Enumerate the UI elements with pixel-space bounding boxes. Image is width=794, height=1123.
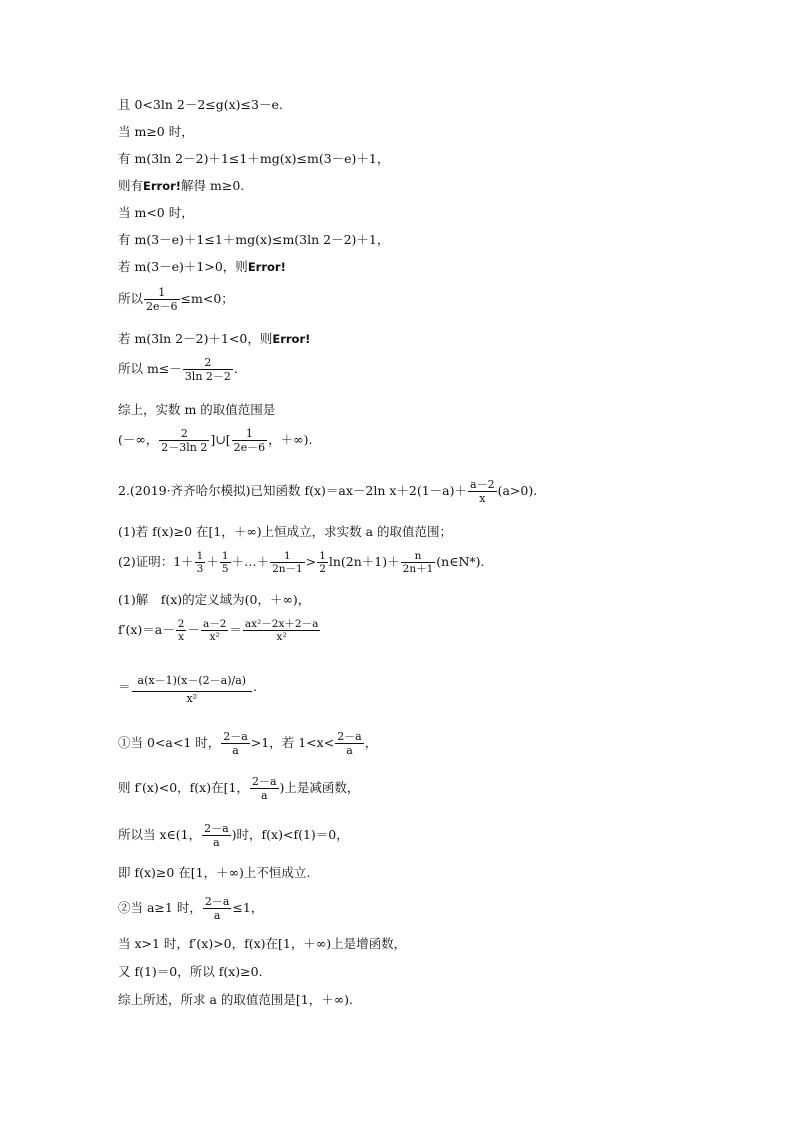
line-text: 有 m(3－e)＋1≤1＋mg(x)≤m(3ln 2－2)＋1，	[118, 232, 390, 247]
line-text: f′(x)＝a－	[118, 622, 175, 637]
line-text: －	[187, 622, 200, 637]
line-text: ②当 a≥1 时，	[118, 900, 202, 915]
text-line	[118, 427, 312, 454]
numerator: 2－a	[204, 895, 230, 908]
denominator: 3	[196, 563, 204, 575]
denominator: a	[346, 744, 353, 757]
line-text: 即 f(x)≥0 在[1，＋∞)上不恒成立.	[118, 865, 311, 880]
numerator: 1	[319, 550, 326, 562]
numerator: a－2	[202, 618, 227, 630]
line-text: 所以	[118, 291, 144, 306]
fraction	[317, 550, 328, 575]
denominator: 3ln 2－2	[184, 370, 231, 383]
numerator: ax²－2x＋2－a	[244, 618, 319, 630]
line-text: [1，	[223, 780, 249, 795]
fraction	[132, 670, 253, 705]
solution-line: (1)解 f(x)的定义域为(0，＋∞)，	[118, 592, 311, 607]
text-line	[118, 936, 406, 952]
denominator: 2e－6	[146, 300, 178, 313]
text-line	[118, 865, 310, 881]
text-line	[118, 775, 359, 802]
line-text: ＝	[118, 679, 131, 694]
fraction	[232, 427, 268, 454]
denominator: a	[213, 836, 220, 849]
line-text: )时，f(x)<f(1)＝0，	[231, 827, 349, 842]
line-text: 有 m(3ln 2－2)＋1≤1＋mg(x)≤m(3－e)＋1，	[118, 151, 390, 166]
text-line	[118, 730, 377, 757]
line-text: (n∈N*).	[436, 554, 485, 569]
line-text: (－∞，	[118, 432, 159, 447]
text-line	[118, 964, 263, 980]
text-line	[118, 524, 452, 540]
denominator: x²	[186, 692, 198, 705]
fraction	[221, 730, 250, 757]
text-line	[118, 286, 234, 313]
denominator: a	[213, 909, 221, 922]
line-text: ①当 0<a<1 时，	[118, 735, 221, 750]
numerator: 2	[183, 356, 233, 370]
numerator: a(x－1)(x－(2－a)/a)	[132, 670, 253, 692]
line-text: )上是减函数，	[279, 780, 360, 795]
line-text: ＋…＋	[231, 554, 270, 569]
line-text: .	[253, 679, 258, 694]
numerator: 1	[196, 550, 204, 562]
denominator: 2－3ln 2	[161, 441, 208, 454]
text-line	[118, 992, 353, 1008]
line-text: ≤1，	[232, 900, 264, 915]
fraction	[250, 775, 279, 802]
fraction	[203, 895, 232, 922]
line-text: 又 f(1)＝0，所以 f(x)≥0.	[118, 964, 263, 979]
line-text: 当 m<0 时，	[118, 205, 194, 220]
fraction	[270, 550, 305, 575]
line-text: 综上，实数 m 的取值范围是	[118, 402, 276, 417]
text-line	[118, 822, 349, 849]
line-text: 所以当 x∈(1，	[118, 827, 202, 842]
line-text: 若 m(3－e)＋1>0，则	[118, 259, 248, 274]
error-field: Error!	[143, 179, 182, 193]
text-line	[118, 178, 244, 194]
line-text: 则有	[118, 178, 144, 193]
numerator: 2	[159, 427, 209, 441]
denominator: 2n＋1	[402, 563, 434, 575]
text-line	[118, 402, 275, 418]
line-text: 当 x>1 时，f′(x)>0，f(x)在[1，＋∞)上是增函数，	[118, 936, 407, 951]
denominator: 2	[319, 563, 326, 575]
denominator: x²	[276, 631, 287, 643]
numerator: a－2	[470, 478, 495, 491]
numerator: n	[401, 550, 436, 563]
text-line	[118, 478, 537, 505]
text-line	[118, 618, 321, 643]
line-text: ＋	[206, 554, 219, 569]
fraction	[243, 618, 320, 643]
fraction	[183, 356, 233, 383]
line-text: 解得 m≥0.	[181, 178, 245, 193]
fraction	[144, 286, 180, 313]
text-line	[118, 259, 286, 275]
text-line	[118, 592, 310, 608]
line-text: >	[305, 554, 317, 569]
text-line	[118, 895, 263, 922]
line-text: ，＋∞).	[268, 432, 313, 447]
text-line	[118, 670, 257, 705]
denominator: x	[479, 492, 486, 505]
text-line	[118, 97, 283, 113]
text-line	[118, 124, 194, 140]
numerator: 2－a	[251, 775, 277, 788]
line-text: 若 m(3ln 2－2)＋1<0，则	[118, 331, 273, 346]
fraction	[201, 618, 228, 643]
numerator: 1	[221, 550, 229, 562]
fraction	[202, 822, 231, 849]
denominator: 5	[221, 563, 229, 575]
fraction	[468, 478, 497, 505]
denominator: a	[260, 789, 268, 802]
line-text: ]∪[	[210, 432, 231, 447]
line-text: 则 f′(x)<0，f(x)在	[118, 780, 224, 795]
error-field: Error!	[272, 332, 311, 346]
denominator: a	[232, 744, 239, 757]
line-text: ＝	[229, 622, 242, 637]
fraction	[159, 427, 209, 454]
question-1: (1)若 f(x)≥0 在[1，＋∞)上恒成立，求实数 a 的取值范围；	[118, 524, 453, 539]
line-text: ≤m<0；	[180, 291, 234, 306]
fraction	[195, 550, 206, 575]
denominator: x²	[209, 631, 220, 643]
numerator: 2－a	[223, 730, 248, 743]
line-text: 当 m≥0 时，	[118, 124, 194, 139]
text-line	[118, 331, 310, 347]
error-field: Error!	[247, 260, 286, 274]
text-line	[118, 232, 389, 248]
problem-statement: 2.(2019·齐齐哈尔模拟)已知函数 f(x)＝ax－2ln x＋2(1－a)＋	[118, 483, 468, 498]
fraction	[401, 550, 436, 575]
numerator: 1	[270, 550, 305, 563]
text-line	[118, 205, 194, 221]
denominator: x	[178, 631, 185, 643]
numerator: 2－a	[204, 822, 229, 835]
line-text: .	[233, 361, 238, 376]
denominator: 2e－6	[233, 441, 266, 454]
numerator: 2	[177, 618, 185, 630]
fraction	[220, 550, 231, 575]
line-text: ，	[364, 735, 378, 750]
line-text: ln(2n＋1)＋	[328, 554, 400, 569]
question-2: (2)证明：1＋	[118, 554, 194, 569]
line-text: 且 0<3ln 2－2≤g(x)≤3－e.	[118, 97, 283, 112]
text-line	[118, 151, 389, 167]
line-text: 综上所述，所求 a 的取值范围是[1，＋∞).	[118, 992, 353, 1007]
fraction	[176, 618, 187, 643]
fraction	[335, 730, 364, 757]
numerator: 1	[232, 427, 268, 441]
numerator: 2－a	[337, 730, 362, 743]
numerator: 1	[144, 286, 180, 300]
text-line	[118, 356, 238, 383]
line-text: >1，若 1<x<	[250, 735, 335, 750]
text-line	[118, 550, 484, 575]
line-text: 所以 m≤－	[118, 361, 182, 376]
denominator: 2n－1	[272, 563, 303, 575]
line-text: (a>0).	[497, 483, 538, 498]
